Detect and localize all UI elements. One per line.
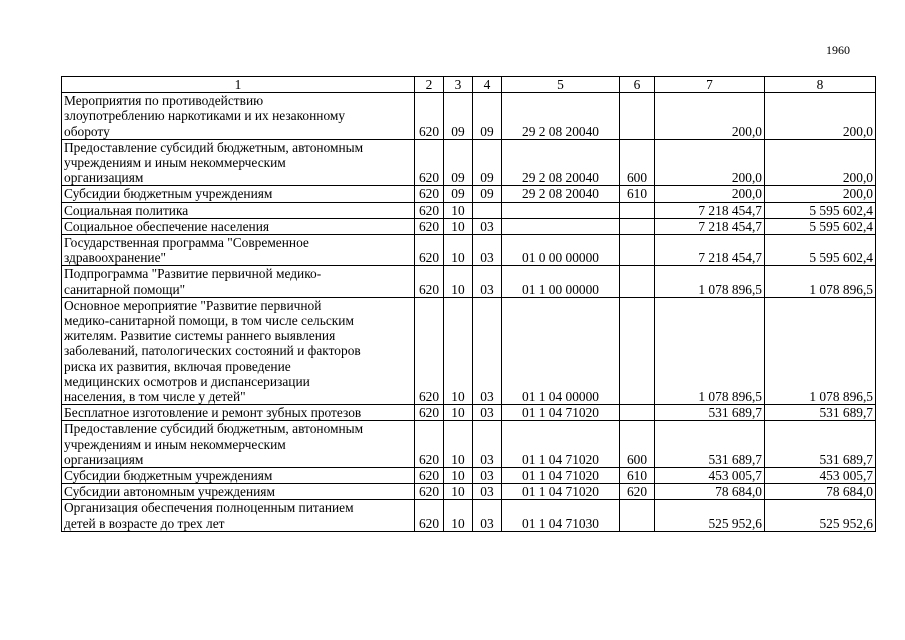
expense-type-cell	[620, 235, 655, 266]
header-cell-5: 5	[502, 77, 620, 93]
target-article-cell: 01 1 04 71020	[502, 405, 620, 421]
subsection-code-cell: 09	[473, 139, 502, 186]
expense-type-cell: 610	[620, 186, 655, 202]
table-row	[62, 218, 876, 234]
section-code-cell: 10	[444, 500, 473, 531]
row-name-cell: Бесплатное изготовление и ремонт зубных протезов	[62, 405, 415, 421]
expense-type-cell: 620	[620, 484, 655, 500]
target-article-cell: 01 0 00 00000	[502, 235, 620, 266]
subsection-code-cell: 09	[473, 93, 502, 140]
header-cell-8: 8	[765, 77, 876, 93]
amount-col8-cell: 200,0	[765, 186, 876, 202]
target-article-cell: 01 1 04 00000	[502, 297, 620, 404]
section-code-cell: 09	[444, 93, 473, 140]
amount-col7-cell: 1 078 896,5	[655, 266, 765, 297]
table-row	[62, 468, 876, 484]
amount-col7-cell: 453 005,7	[655, 468, 765, 484]
amount-col7-cell: 200,0	[655, 93, 765, 140]
subsection-code-cell: 03	[473, 405, 502, 421]
row-name-cell: Подпрограмма "Развитие первичной медико- санитарной помощи"	[62, 266, 415, 297]
ministry-code-cell: 620	[415, 186, 444, 202]
subsection-code-cell: 03	[473, 484, 502, 500]
table-row	[62, 421, 876, 468]
target-article-cell: 29 2 08 20040	[502, 139, 620, 186]
ministry-code-cell: 620	[415, 266, 444, 297]
row-name-cell: Основное мероприятие "Развитие первичной медико-санитарной помощи, в том числе сельским жителям. Развитие системы раннего выявления заболеваний, патологических состояний и факторов риска их развития, включая проведение медицинских осмотров и диспансеризации населения, в том числе у детей"	[62, 297, 415, 404]
amount-col7-cell: 7 218 454,7	[655, 218, 765, 234]
amount-col8-cell: 5 595 602,4	[765, 235, 876, 266]
amount-col7-cell: 200,0	[655, 139, 765, 186]
expense-type-cell	[620, 202, 655, 218]
section-code-cell: 10	[444, 202, 473, 218]
expense-type-cell	[620, 218, 655, 234]
ministry-code-cell: 620	[415, 500, 444, 531]
ministry-code-cell: 620	[415, 468, 444, 484]
amount-col8-cell: 531 689,7	[765, 405, 876, 421]
target-article-cell: 01 1 04 71030	[502, 500, 620, 531]
section-code-cell: 10	[444, 468, 473, 484]
section-code-cell: 09	[444, 186, 473, 202]
amount-col8-cell: 78 684,0	[765, 484, 876, 500]
target-article-cell	[502, 202, 620, 218]
target-article-cell: 01 1 00 00000	[502, 266, 620, 297]
section-code-cell: 10	[444, 421, 473, 468]
table-row	[62, 405, 876, 421]
expense-type-cell: 610	[620, 468, 655, 484]
table-row	[62, 266, 876, 297]
table-row	[62, 297, 876, 404]
header-cell-7: 7	[655, 77, 765, 93]
target-article-cell: 29 2 08 20040	[502, 186, 620, 202]
expense-type-cell	[620, 297, 655, 404]
expense-type-cell	[620, 266, 655, 297]
subsection-code-cell: 03	[473, 468, 502, 484]
section-code-cell: 10	[444, 218, 473, 234]
section-code-cell: 10	[444, 484, 473, 500]
amount-col8-cell: 200,0	[765, 93, 876, 140]
row-name-cell: Социальное обеспечение населения	[62, 218, 415, 234]
row-name-cell: Предоставление субсидий бюджетным, автономным учреждениям и иным некоммерческим организациям	[62, 139, 415, 186]
row-name-cell: Субсидии бюджетным учреждениям	[62, 468, 415, 484]
table-row	[62, 500, 876, 531]
amount-col8-cell: 1 078 896,5	[765, 297, 876, 404]
ministry-code-cell: 620	[415, 405, 444, 421]
ministry-code-cell: 620	[415, 218, 444, 234]
amount-col7-cell: 525 952,6	[655, 500, 765, 531]
amount-col7-cell: 200,0	[655, 186, 765, 202]
table-row	[62, 235, 876, 266]
header-cell-1: 1	[62, 77, 415, 93]
amount-col7-cell: 1 078 896,5	[655, 297, 765, 404]
section-code-cell: 10	[444, 266, 473, 297]
amount-col8-cell: 453 005,7	[765, 468, 876, 484]
row-name-cell: Предоставление субсидий бюджетным, автономным учреждениям и иным некоммерческим организациям	[62, 421, 415, 468]
subsection-code-cell: 03	[473, 500, 502, 531]
amount-col8-cell: 5 595 602,4	[765, 202, 876, 218]
expense-type-cell: 600	[620, 139, 655, 186]
expense-type-cell: 600	[620, 421, 655, 468]
budget-table	[61, 76, 876, 532]
table-body	[62, 93, 876, 532]
target-article-cell: 01 1 04 71020	[502, 468, 620, 484]
ministry-code-cell: 620	[415, 202, 444, 218]
table-row	[62, 202, 876, 218]
table-row	[62, 139, 876, 186]
table-row	[62, 186, 876, 202]
table-row	[62, 484, 876, 500]
amount-col7-cell: 7 218 454,7	[655, 202, 765, 218]
amount-col7-cell: 531 689,7	[655, 421, 765, 468]
row-name-cell: Мероприятия по противодействию злоупотреблению наркотиками и их незаконному обороту	[62, 93, 415, 140]
target-article-cell	[502, 218, 620, 234]
target-article-cell: 01 1 04 71020	[502, 421, 620, 468]
header-cell-6: 6	[620, 77, 655, 93]
subsection-code-cell: 09	[473, 186, 502, 202]
section-code-cell: 09	[444, 139, 473, 186]
header-row	[62, 77, 876, 93]
expense-type-cell	[620, 405, 655, 421]
section-code-cell: 10	[444, 405, 473, 421]
row-name-cell: Организация обеспечения полноценным питанием детей в возрасте до трех лет	[62, 500, 415, 531]
section-code-cell: 10	[444, 235, 473, 266]
subsection-code-cell: 03	[473, 421, 502, 468]
ministry-code-cell: 620	[415, 484, 444, 500]
ministry-code-cell: 620	[415, 421, 444, 468]
ministry-code-cell: 620	[415, 235, 444, 266]
row-name-cell: Субсидии бюджетным учреждениям	[62, 186, 415, 202]
amount-col8-cell: 5 595 602,4	[765, 218, 876, 234]
expense-type-cell	[620, 500, 655, 531]
amount-col8-cell: 200,0	[765, 139, 876, 186]
amount-col7-cell: 78 684,0	[655, 484, 765, 500]
row-name-cell: Социальная политика	[62, 202, 415, 218]
ministry-code-cell: 620	[415, 297, 444, 404]
section-code-cell: 10	[444, 297, 473, 404]
amount-col7-cell: 7 218 454,7	[655, 235, 765, 266]
subsection-code-cell	[473, 202, 502, 218]
target-article-cell: 01 1 04 71020	[502, 484, 620, 500]
row-name-cell: Государственная программа "Современное здравоохранение"	[62, 235, 415, 266]
amount-col8-cell: 1 078 896,5	[765, 266, 876, 297]
header-cell-2: 2	[415, 77, 444, 93]
page-number: 1960	[826, 43, 850, 57]
subsection-code-cell: 03	[473, 218, 502, 234]
subsection-code-cell: 03	[473, 266, 502, 297]
amount-col8-cell: 525 952,6	[765, 500, 876, 531]
header-cell-3: 3	[444, 77, 473, 93]
ministry-code-cell: 620	[415, 139, 444, 186]
subsection-code-cell: 03	[473, 235, 502, 266]
amount-col7-cell: 531 689,7	[655, 405, 765, 421]
row-name-cell: Субсидии автономным учреждениям	[62, 484, 415, 500]
expense-type-cell	[620, 93, 655, 140]
ministry-code-cell: 620	[415, 93, 444, 140]
target-article-cell: 29 2 08 20040	[502, 93, 620, 140]
header-cell-4: 4	[473, 77, 502, 93]
amount-col8-cell: 531 689,7	[765, 421, 876, 468]
subsection-code-cell: 03	[473, 297, 502, 404]
table-row	[62, 93, 876, 140]
